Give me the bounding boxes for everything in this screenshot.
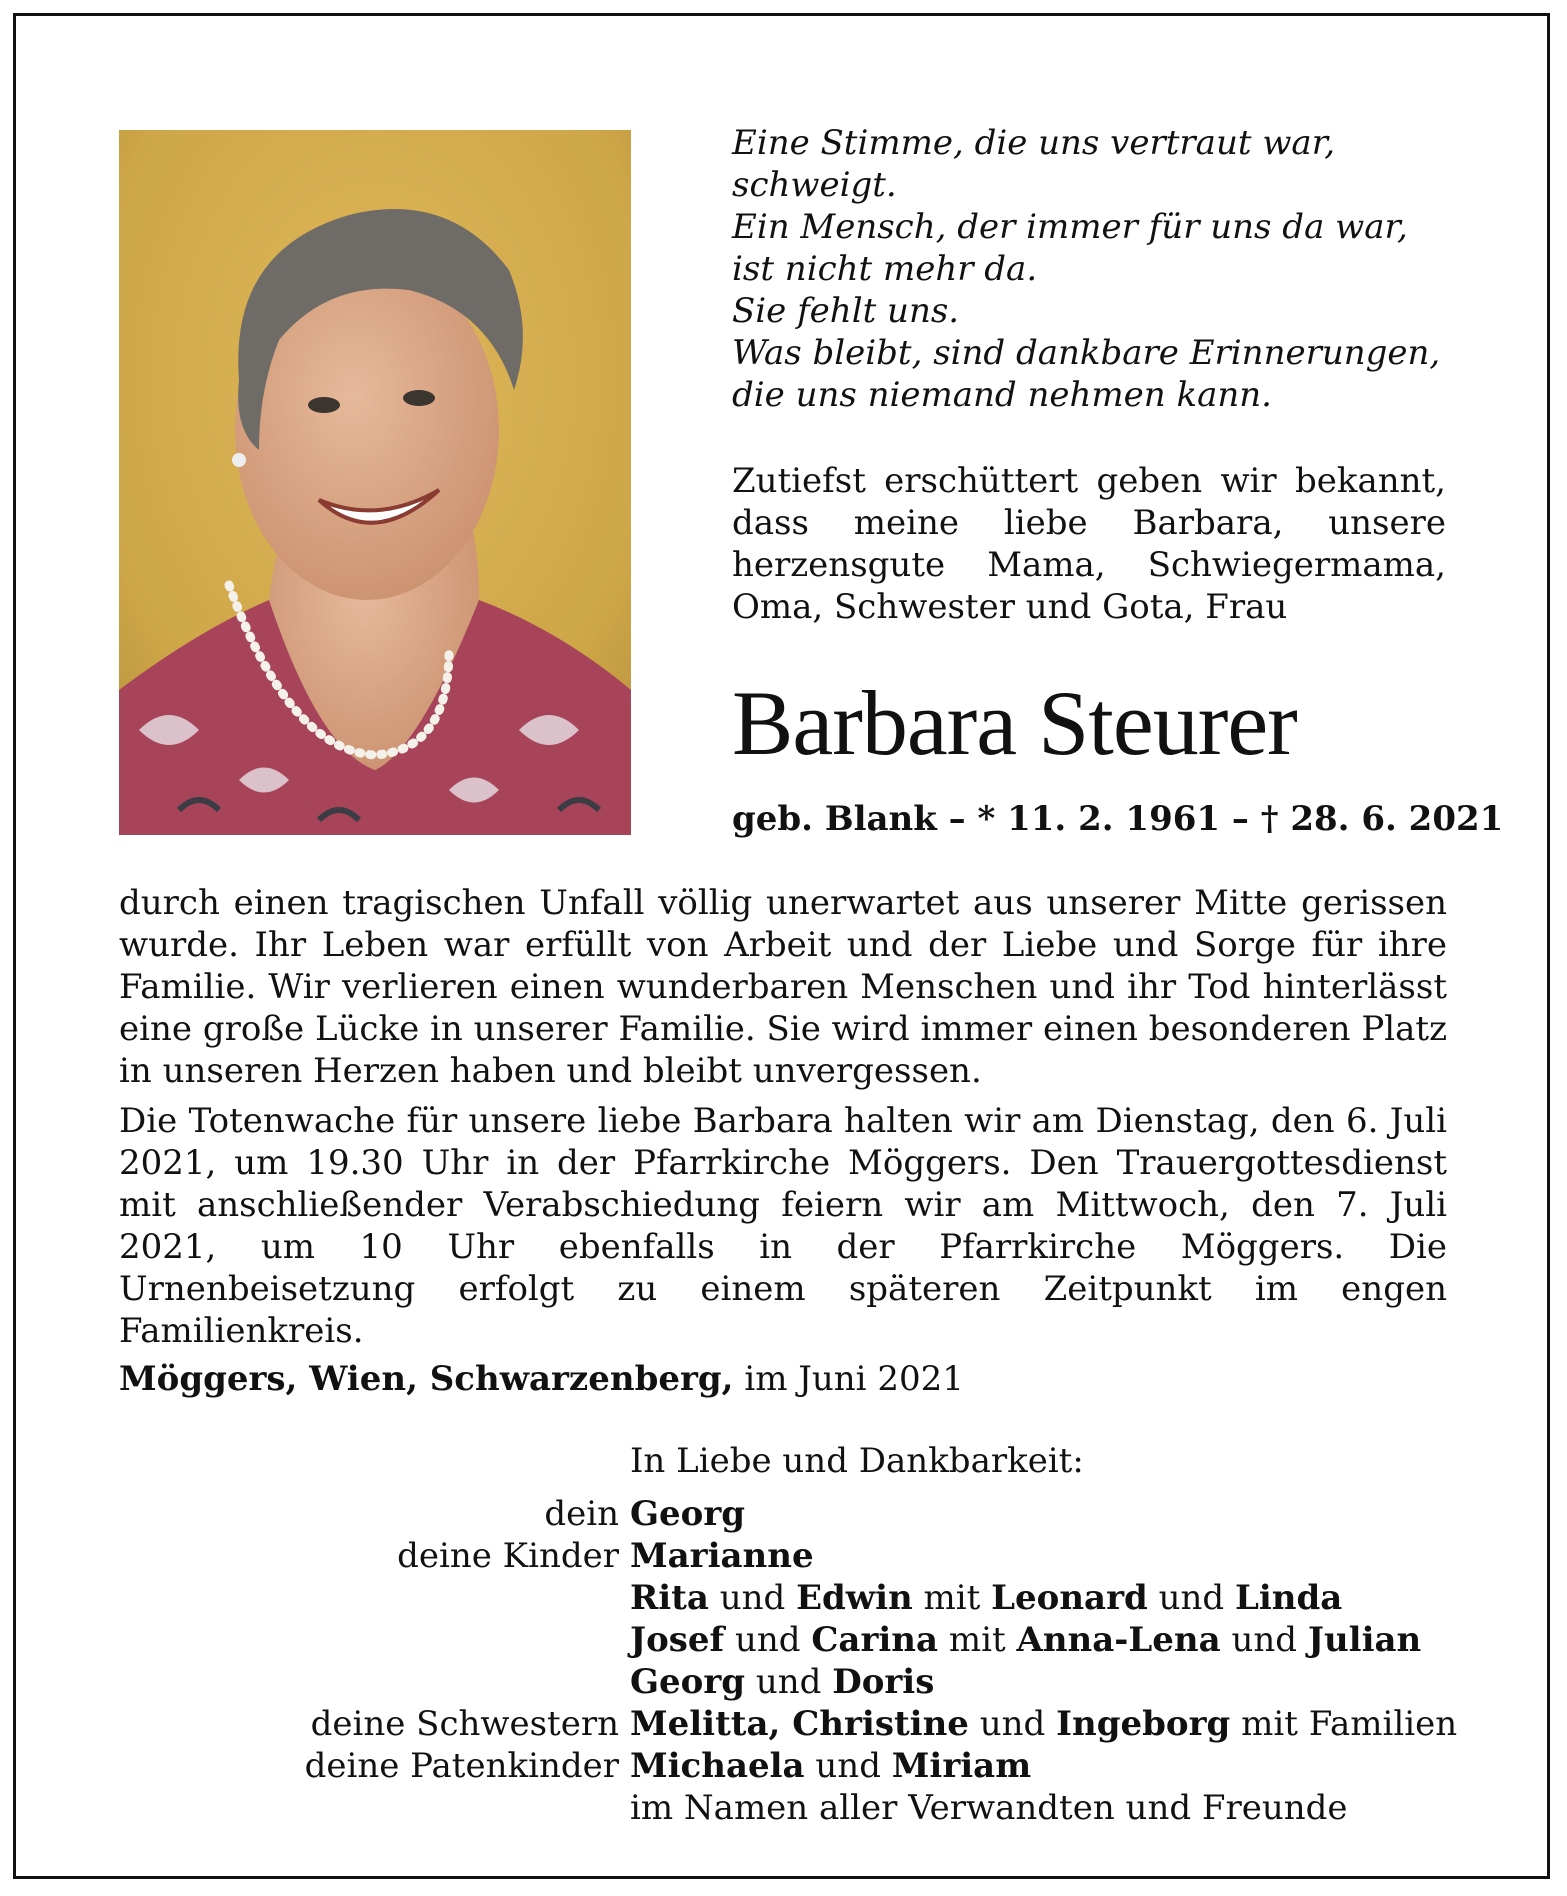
portrait-photo-icon (119, 130, 631, 835)
signer-names (630, 1535, 814, 1577)
poem-line: Sie fehlt uns. (732, 291, 960, 331)
signer-relation: dein (544, 1494, 619, 1534)
signer-connector: mit (912, 1578, 992, 1618)
signer-name: Rita (630, 1578, 709, 1618)
signer-connector: und (968, 1704, 1057, 1744)
poem-line: schweigt. (732, 165, 897, 205)
poem-line: Ein Mensch, der immer für uns da war, (732, 207, 1408, 247)
signer-name: Leonard (991, 1578, 1148, 1618)
signer-connector: und (1220, 1620, 1308, 1660)
signer-names (630, 1787, 1348, 1829)
announcement-paragraph: durch einen tragischen Unfall völlig unerwartet aus unserer Mitte gerissen wurde. Ihr Leben war erfüllt von Arbeit und der Liebe und Sorge für ihre Familie. Wir verlieren einen wunderbaren Menschen und ihr Tod hinterlässt eine große Lücke in unserer Familie. Sie wird immer einen besonderen Platz in unseren Herzen haben und bleibt unvergessen. (119, 883, 1447, 1091)
signer-name: Georg (630, 1494, 746, 1534)
signer-names (630, 1577, 1342, 1619)
signer-row (119, 1661, 1459, 1703)
signer-row (119, 1745, 1459, 1787)
signer-connector: und (724, 1620, 812, 1660)
signer-name: Carina (811, 1620, 939, 1660)
signer-row (119, 1619, 1459, 1661)
signer-connector: im Namen aller Verwandten und Freunde (630, 1788, 1348, 1828)
signer-connector: mit Familien (1230, 1704, 1458, 1744)
signer-relation: deine Patenkinder (304, 1746, 619, 1786)
signer-name: Miriam (891, 1746, 1032, 1786)
signer-name: Linda (1234, 1578, 1343, 1618)
poem-line: ist nicht mehr da. (732, 249, 1038, 289)
signer-row (119, 1493, 1459, 1535)
thanks-line: In Liebe und Dankbarkeit: (630, 1441, 1084, 1481)
signer-relation (119, 1577, 630, 1619)
signer-names (630, 1703, 1457, 1745)
signer-names (630, 1619, 1421, 1661)
signer-relation: deine Schwestern (310, 1704, 619, 1744)
signer-name: Anna-Lena (1016, 1620, 1221, 1660)
signer-name: Michaela (630, 1746, 805, 1786)
signer-row (119, 1535, 1459, 1577)
signer-name: Marianne (630, 1536, 814, 1576)
signer-connector: und (745, 1662, 833, 1702)
signer-connector: und (804, 1746, 892, 1786)
place-and-date (119, 1358, 964, 1400)
signer-name: Georg (630, 1662, 746, 1702)
poem-line: die uns niemand nehmen kann. (732, 375, 1272, 415)
signers-list (119, 1493, 1459, 1829)
signer-row (119, 1787, 1459, 1829)
poem-line: Was bleibt, sind dankbare Erinnerungen, (732, 333, 1441, 373)
signer-name: Edwin (796, 1578, 913, 1618)
signer-name: Melitta, Christine (630, 1704, 969, 1744)
deceased-name: Barbara Steurer (732, 672, 1297, 774)
signer-relation (119, 1787, 630, 1829)
birth-death-dates: geb. Blank – * 11. 2. 1961 – † 28. 6. 2021 (732, 799, 1504, 839)
signer-row (119, 1703, 1459, 1745)
poem-line: Eine Stimme, die uns vertraut war, (732, 123, 1336, 163)
signer-name: Julian (1307, 1620, 1422, 1660)
signer-name: Josef (630, 1620, 725, 1660)
signer-names (630, 1493, 745, 1535)
portrait-photo (119, 130, 631, 835)
signer-relation (119, 1661, 630, 1703)
signer-name: Ingeborg (1056, 1704, 1231, 1744)
poem (732, 122, 1440, 416)
signer-name: Doris (832, 1662, 935, 1702)
notice-date: im Juni 2021 (733, 1359, 964, 1399)
signer-relation: deine Kinder (397, 1536, 619, 1576)
signer-relation (119, 1619, 630, 1661)
intro-text: Zutiefst erschüttert geben wir bekannt, dass meine liebe Barbara, unsere herzensgute Mama, Schwiegermama, Oma, Schwester und Gota, Frau (732, 461, 1446, 627)
funeral-details-paragraph: Die Totenwache für unsere liebe Barbara halten wir am Dienstag, den 6. Juli 2021, um 19.30 Uhr in der Pfarrkirche Möggers. Den Trauergottesdienst mit anschließender Verabschiedung feiern wir am Mittwoch, den 7. Juli 2021, um 10 Uhr ebenfalls in der Pfarrkirche Möggers. Die Urnenbeisetzung erfolgt zu einem späteren Zeitpunkt im engen Familienkreis. (119, 1101, 1447, 1351)
signer-row (119, 1577, 1459, 1619)
signer-connector: und (1147, 1578, 1235, 1618)
signer-connector: mit (938, 1620, 1017, 1660)
places: Möggers, Wien, Schwarzenberg, (119, 1359, 734, 1399)
signer-names (630, 1661, 934, 1703)
signer-connector: und (708, 1578, 797, 1618)
signer-names (630, 1745, 1031, 1787)
